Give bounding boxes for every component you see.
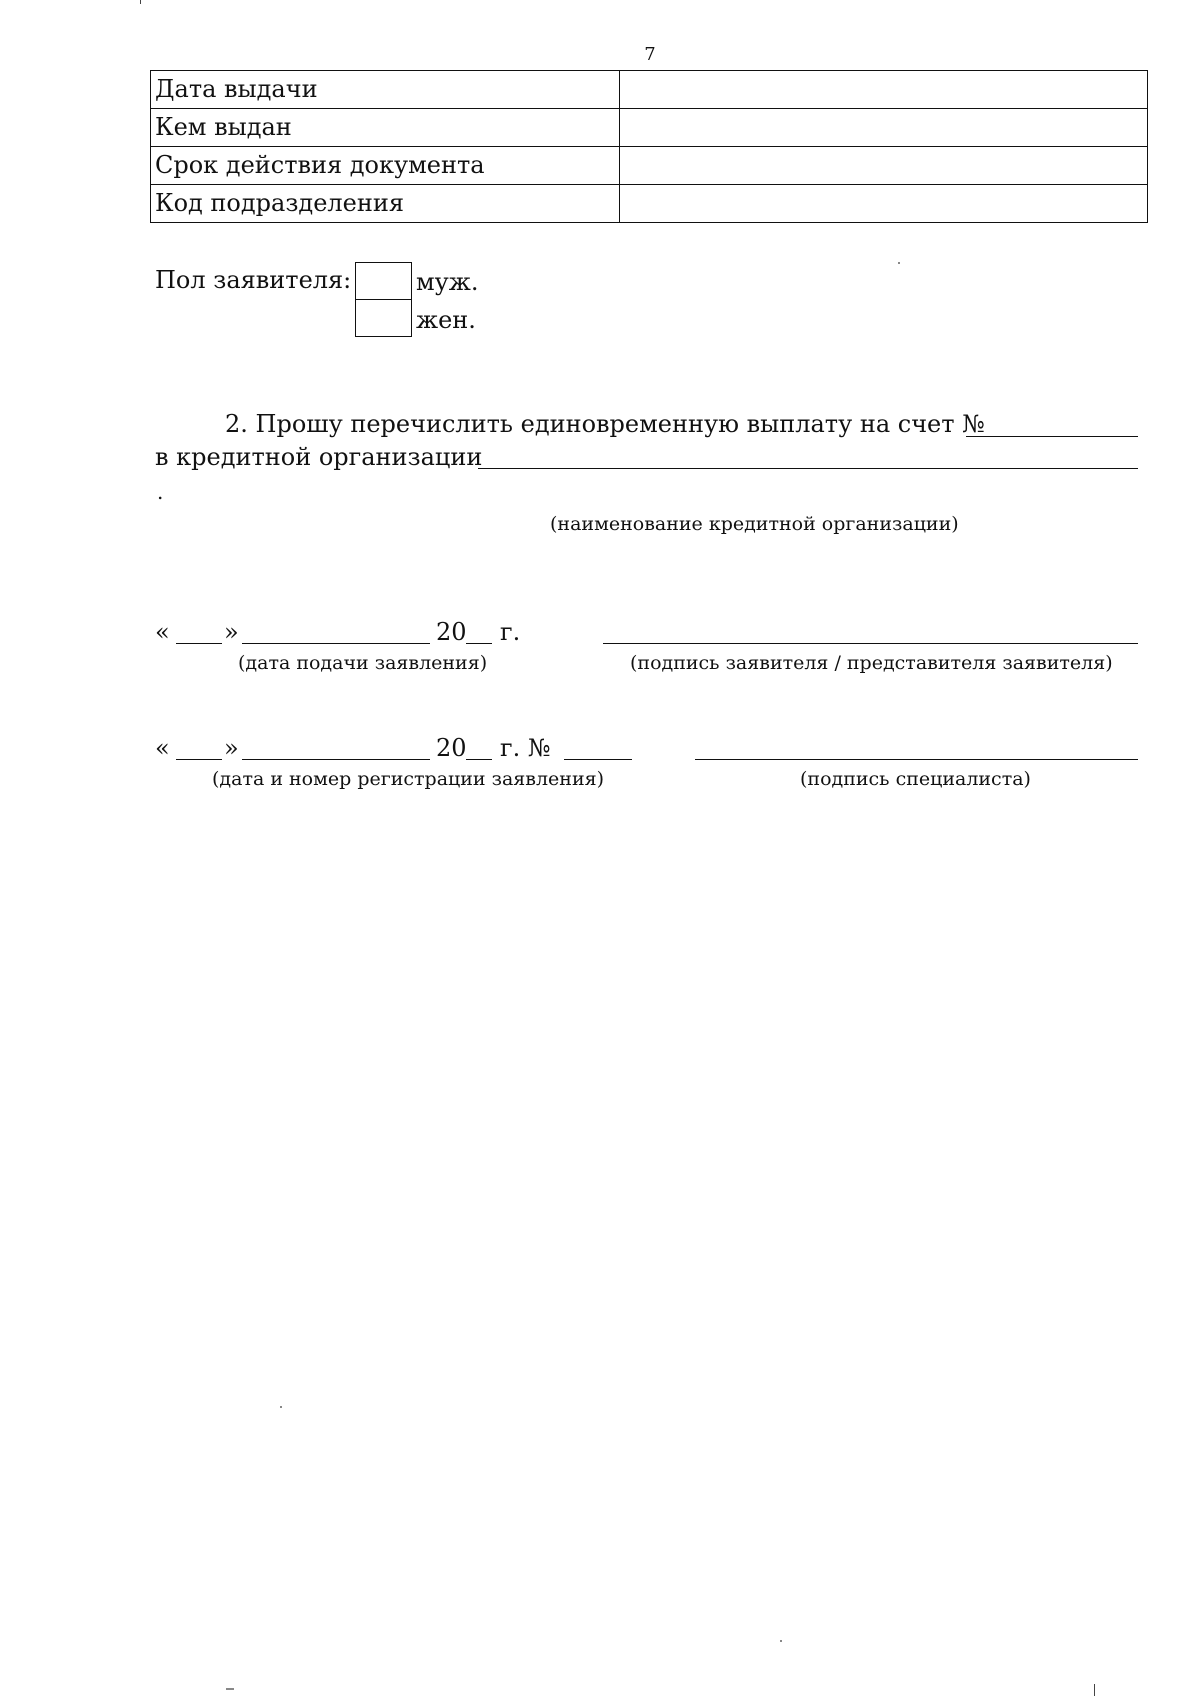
gender-label: Пол заявителя: (155, 266, 352, 294)
validity-field[interactable] (620, 147, 1148, 185)
submission-date-caption: (дата подачи заявления) (238, 652, 488, 674)
female-checkbox[interactable] (355, 299, 412, 337)
applicant-signature-field[interactable] (603, 643, 1138, 644)
registration-year-suffix: г. № (500, 734, 551, 762)
scan-mark (140, 0, 141, 4)
department-code-field[interactable] (620, 185, 1148, 223)
scan-speck (280, 1406, 282, 1408)
specialist-signature-caption: (подпись специалиста) (800, 768, 1031, 790)
submission-open-quote: « (155, 618, 170, 646)
credit-org-caption: (наименование кредитной организации) (550, 513, 959, 535)
specialist-signature-field[interactable] (695, 759, 1138, 760)
scan-speck (898, 262, 900, 264)
scan-speck (780, 1640, 782, 1642)
submission-month-field[interactable] (242, 643, 430, 644)
credit-org-label: в кредитной организации (155, 443, 483, 471)
registration-close-quote: » (224, 734, 239, 762)
table-row (151, 109, 1148, 147)
page-number: 7 (644, 44, 656, 65)
row-label-issue-date: Дата выдачи (151, 71, 620, 109)
registration-month-field[interactable] (242, 759, 430, 760)
row-label-validity: Срок действия документа (151, 147, 620, 185)
credit-org-field[interactable] (478, 468, 1138, 469)
table-row (151, 185, 1148, 223)
scan-speck (226, 1688, 234, 1690)
account-number-field[interactable] (966, 436, 1138, 437)
registration-number-field[interactable] (564, 759, 632, 760)
registration-day-field[interactable] (176, 759, 222, 760)
table-row (151, 147, 1148, 185)
submission-close-quote: » (224, 618, 239, 646)
applicant-signature-caption: (подпись заявителя / представителя заявителя) (630, 652, 1113, 674)
payment-request-text: 2. Прошу перечислить единовременную выплату на счет № (225, 410, 985, 438)
identity-document-table (150, 70, 1148, 223)
stray-dot: . (157, 480, 164, 504)
submission-year-field[interactable] (466, 643, 492, 644)
male-option-label: муж. (416, 268, 479, 296)
issue-date-field[interactable] (620, 71, 1148, 109)
table-row (151, 71, 1148, 109)
submission-year-suffix: г. (500, 618, 521, 646)
registration-date-caption: (дата и номер регистрации заявления) (212, 768, 605, 790)
submission-day-field[interactable] (176, 643, 222, 644)
row-label-issued-by: Кем выдан (151, 109, 620, 147)
male-checkbox[interactable] (355, 262, 412, 300)
scan-mark (1094, 1684, 1095, 1696)
registration-year-field[interactable] (466, 759, 492, 760)
female-option-label: жен. (416, 306, 476, 334)
registration-open-quote: « (155, 734, 170, 762)
registration-year-prefix: 20 (436, 734, 467, 762)
row-label-department-code: Код подразделения (151, 185, 620, 223)
issued-by-field[interactable] (620, 109, 1148, 147)
submission-year-prefix: 20 (436, 618, 467, 646)
